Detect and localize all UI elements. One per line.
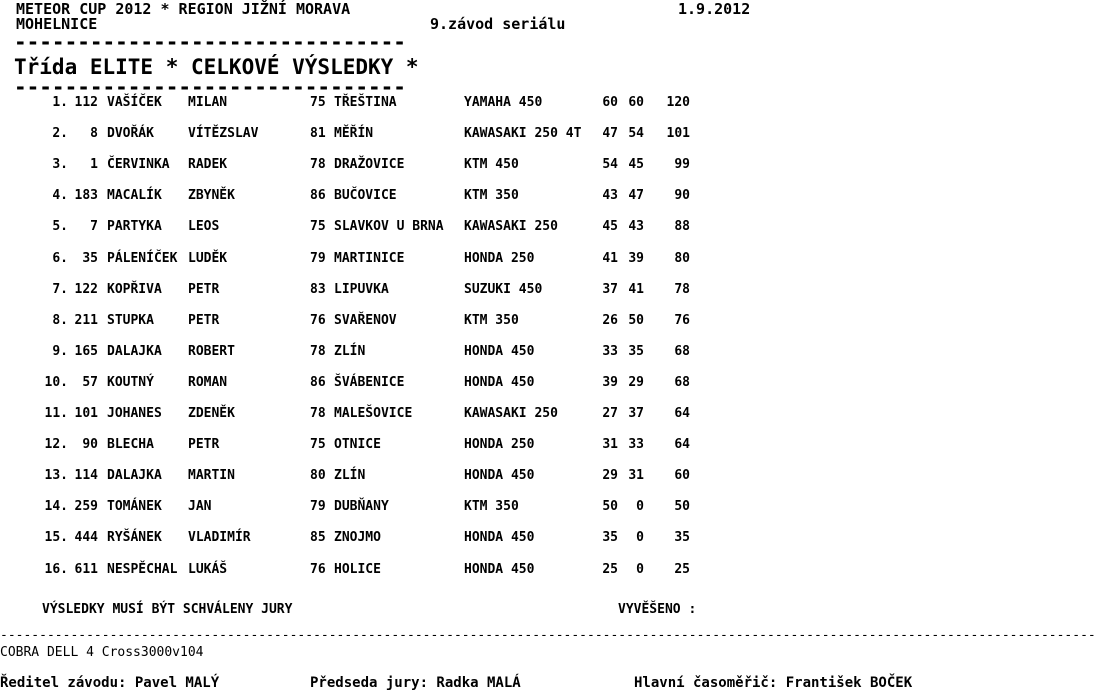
result-surname: ČERVINKA (107, 157, 170, 173)
result-race1-points: 60 (602, 95, 618, 110)
result-position: 9. (52, 343, 68, 359)
result-race1-points: 54 (602, 157, 618, 173)
race-director: Ředitel závodu: Pavel MALÝ (0, 675, 220, 691)
round-label: 9.závod seriálu (430, 15, 566, 33)
result-total-points: 35 (674, 530, 690, 546)
result-race1-points: 31 (602, 437, 618, 453)
result-surname: DALAJKA (107, 468, 162, 484)
result-race1-points: 33 (602, 343, 618, 359)
result-birth-year: 75 (310, 95, 326, 110)
result-first-name: ZBYNĚK (188, 188, 235, 204)
result-first-name: LEOS (188, 219, 220, 235)
software-label: COBRA DELL 4 Cross3000v104 (0, 645, 204, 660)
result-race2-points: 45 (628, 157, 644, 173)
result-city: ZLÍN (334, 468, 366, 484)
result-start-number: 444 (74, 530, 98, 546)
result-position: 2. (52, 126, 68, 142)
result-surname: DVOŘÁK (107, 126, 154, 142)
result-motorcycle: HONDA 250 (464, 250, 535, 266)
result-total-points: 78 (674, 281, 690, 297)
event-date: 1.9.2012 (678, 0, 751, 18)
result-motorcycle: KTM 350 (464, 188, 519, 204)
event-place: MOHELNICE (16, 15, 98, 33)
result-start-number: 165 (74, 343, 98, 359)
approval-note: VÝSLEDKY MUSÍ BÝT SCHVÁLENY JURY (42, 602, 293, 617)
posted-label: VYVĚŠENO : (618, 602, 697, 617)
result-start-number: 101 (74, 406, 98, 421)
result-motorcycle: YAMAHA 450 (464, 95, 543, 110)
result-motorcycle: HONDA 450 (464, 343, 535, 359)
table-row (0, 282, 960, 302)
table-row (0, 313, 960, 333)
result-position: 13. (44, 468, 68, 484)
result-motorcycle: HONDA 450 (464, 468, 535, 484)
result-race2-points: 47 (628, 188, 644, 204)
result-surname: NESPĚCHAL (107, 561, 178, 577)
result-total-points: 88 (674, 219, 690, 235)
result-total-points: 50 (674, 499, 690, 515)
result-position: 7. (52, 281, 68, 297)
result-first-name: JAN (188, 499, 212, 515)
result-surname: PÁLENÍČEK (107, 250, 178, 266)
result-motorcycle: HONDA 450 (464, 561, 535, 577)
result-birth-year: 76 (310, 312, 326, 328)
result-surname: STUPKA (107, 312, 154, 328)
chief-timekeeper: Hlavní časoměřič: František BOČEK (634, 675, 913, 691)
result-start-number: 1 (90, 157, 98, 173)
result-race1-points: 26 (602, 312, 618, 328)
result-city: MALEŠOVICE (334, 406, 413, 421)
result-race1-points: 43 (602, 188, 618, 204)
result-birth-year: 86 (310, 188, 326, 204)
table-row (0, 219, 960, 239)
result-surname: JOHANES (107, 406, 162, 421)
result-race1-points: 41 (602, 250, 618, 266)
result-surname: KOPŘIVA (107, 281, 162, 297)
result-first-name: LUKÁŠ (188, 561, 228, 577)
result-total-points: 80 (674, 250, 690, 266)
result-surname: DALAJKA (107, 343, 162, 359)
result-city: SLAVKOV U BRNA (334, 219, 444, 235)
result-race1-points: 45 (602, 219, 618, 235)
result-city: DRAŽOVICE (334, 157, 405, 173)
result-position: 12. (44, 437, 68, 453)
result-total-points: 68 (674, 343, 690, 359)
result-first-name: LUDĚK (188, 250, 228, 266)
result-surname: TOMÁNEK (107, 499, 162, 515)
result-motorcycle: HONDA 450 (464, 374, 535, 390)
result-total-points: 101 (666, 126, 690, 142)
result-race2-points: 35 (628, 343, 644, 359)
result-total-points: 60 (674, 468, 690, 484)
result-motorcycle: KTM 350 (464, 499, 519, 515)
result-first-name: ROMAN (188, 374, 228, 390)
result-total-points: 64 (674, 437, 690, 453)
result-race2-points: 33 (628, 437, 644, 453)
result-total-points: 25 (674, 561, 690, 577)
result-start-number: 611 (74, 561, 98, 577)
result-position: 5. (52, 219, 68, 235)
footer-separator: -------------------------------------------------------------------------------------------------------------------------------------------- (0, 628, 1096, 643)
result-birth-year: 81 (310, 126, 326, 142)
table-row (0, 437, 960, 457)
result-position: 4. (52, 188, 68, 204)
result-race1-points: 39 (602, 374, 618, 390)
separator-top: ------------------------------- (14, 30, 406, 54)
result-first-name: RADEK (188, 157, 228, 173)
result-total-points: 76 (674, 312, 690, 328)
result-first-name: PETR (188, 281, 220, 297)
table-row (0, 188, 960, 208)
result-first-name: VLADIMÍR (188, 530, 251, 546)
result-position: 6. (52, 250, 68, 266)
result-start-number: 35 (82, 250, 98, 266)
result-first-name: ROBERT (188, 343, 235, 359)
result-start-number: 259 (74, 499, 98, 515)
result-city: LIPUVKA (334, 281, 389, 297)
result-start-number: 7 (90, 219, 98, 235)
result-birth-year: 75 (310, 219, 326, 235)
result-position: 10. (44, 374, 68, 390)
result-race1-points: 27 (602, 406, 618, 421)
table-row (0, 468, 960, 488)
separator-bottom: ------------------------------- (14, 75, 406, 99)
result-birth-year: 78 (310, 343, 326, 359)
result-start-number: 114 (74, 468, 98, 484)
table-row (0, 530, 960, 550)
result-motorcycle: SUZUKI 450 (464, 281, 543, 297)
table-row (0, 562, 960, 582)
result-start-number: 57 (82, 374, 98, 390)
result-city: MĚŘÍN (334, 126, 374, 142)
result-race1-points: 25 (602, 561, 618, 577)
result-start-number: 183 (74, 188, 98, 204)
result-race1-points: 47 (602, 126, 618, 142)
result-race2-points: 41 (628, 281, 644, 297)
class-title: Třída ELITE * CELKOVÉ VÝSLEDKY * (14, 55, 419, 79)
result-start-number: 8 (90, 126, 98, 142)
result-start-number: 112 (74, 95, 98, 110)
result-birth-year: 80 (310, 468, 326, 484)
result-city: MARTINICE (334, 250, 405, 266)
result-total-points: 120 (666, 95, 690, 110)
result-surname: KOUTNÝ (107, 374, 154, 390)
result-first-name: MARTIN (188, 468, 235, 484)
table-row (0, 499, 960, 519)
table-row (0, 95, 960, 115)
result-position: 11. (44, 406, 68, 421)
result-position: 16. (44, 561, 68, 577)
result-motorcycle: KTM 450 (464, 157, 519, 173)
result-city: HOLICE (334, 561, 381, 577)
table-row (0, 251, 960, 271)
result-race1-points: 37 (602, 281, 618, 297)
table-row (0, 344, 960, 364)
result-start-number: 90 (82, 437, 98, 453)
result-birth-year: 75 (310, 437, 326, 453)
result-start-number: 211 (74, 312, 98, 328)
result-motorcycle: HONDA 450 (464, 530, 535, 546)
result-motorcycle: HONDA 250 (464, 437, 535, 453)
result-total-points: 68 (674, 374, 690, 390)
result-birth-year: 85 (310, 530, 326, 546)
result-race2-points: 50 (628, 312, 644, 328)
result-surname: VAŠÍČEK (107, 95, 162, 110)
result-race2-points: 60 (628, 95, 644, 110)
result-race2-points: 43 (628, 219, 644, 235)
result-race1-points: 29 (602, 468, 618, 484)
result-surname: MACALÍK (107, 188, 162, 204)
result-race2-points: 39 (628, 250, 644, 266)
result-race1-points: 50 (602, 499, 618, 515)
result-race2-points: 31 (628, 468, 644, 484)
result-race2-points: 0 (636, 561, 644, 577)
result-position: 14. (44, 499, 68, 515)
result-position: 8. (52, 312, 68, 328)
result-race2-points: 54 (628, 126, 644, 142)
result-total-points: 99 (674, 157, 690, 173)
result-surname: RYŠÁNEK (107, 530, 162, 546)
result-position: 3. (52, 157, 68, 173)
result-first-name: MILAN (188, 95, 228, 110)
result-motorcycle: KAWASAKI 250 (464, 406, 558, 421)
result-total-points: 64 (674, 406, 690, 421)
result-race2-points: 0 (636, 499, 644, 515)
result-birth-year: 76 (310, 561, 326, 577)
jury-chair: Předseda jury: Radka MALÁ (310, 675, 521, 691)
result-position: 1. (52, 95, 68, 110)
result-race1-points: 35 (602, 530, 618, 546)
table-row (0, 406, 960, 426)
event-title: METEOR CUP 2012 * REGION JIŽNÍ MORAVA (16, 0, 351, 18)
table-row (0, 126, 960, 146)
result-city: ZNOJMO (334, 530, 381, 546)
result-birth-year: 83 (310, 281, 326, 297)
result-first-name: PETR (188, 312, 220, 328)
result-position: 15. (44, 530, 68, 546)
table-row (0, 157, 960, 177)
result-city: DUBŇANY (334, 499, 389, 515)
result-city: SVAŘENOV (334, 312, 397, 328)
table-row (0, 375, 960, 395)
result-city: OTNICE (334, 437, 381, 453)
result-birth-year: 78 (310, 157, 326, 173)
result-city: TŘEŠTINA (334, 95, 397, 110)
result-motorcycle: KTM 350 (464, 312, 519, 328)
result-city: BUČOVICE (334, 188, 397, 204)
result-motorcycle: KAWASAKI 250 (464, 219, 558, 235)
result-city: ZLÍN (334, 343, 366, 359)
result-birth-year: 79 (310, 499, 326, 515)
result-first-name: ZDENĚK (188, 406, 235, 421)
result-motorcycle: KAWASAKI 250 4T (464, 126, 582, 142)
result-city: ŠVÁBENICE (334, 374, 405, 390)
result-race2-points: 0 (636, 530, 644, 546)
result-first-name: PETR (188, 437, 220, 453)
result-race2-points: 37 (628, 406, 644, 421)
result-birth-year: 79 (310, 250, 326, 266)
result-start-number: 122 (74, 281, 98, 297)
result-first-name: VÍTĚZSLAV (188, 126, 259, 142)
result-surname: BLECHA (107, 437, 154, 453)
result-total-points: 90 (674, 188, 690, 204)
result-surname: PARTYKA (107, 219, 162, 235)
result-birth-year: 78 (310, 406, 326, 421)
result-birth-year: 86 (310, 374, 326, 390)
result-race2-points: 29 (628, 374, 644, 390)
